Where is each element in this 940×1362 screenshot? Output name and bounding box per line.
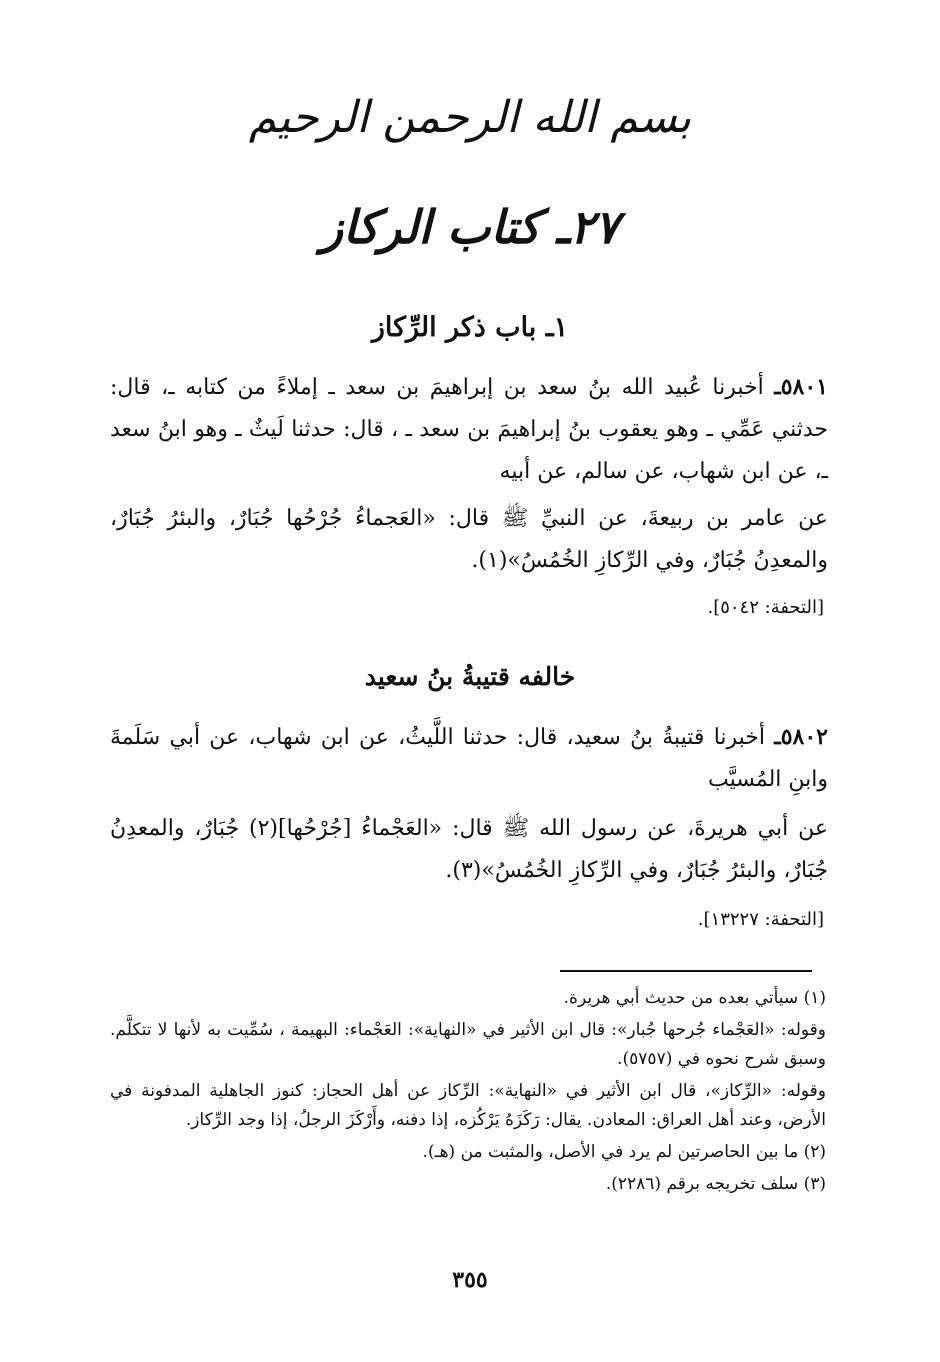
tuhfa-reference: [التحفة: ٥٠٤٢].: [707, 597, 824, 618]
footnote-divider: [560, 970, 812, 972]
footnote-1: (١) سيأتي بعده من حديث أبي هريرة.: [563, 988, 826, 1008]
hadith-number: ٥٨٠٢ـ: [774, 724, 828, 750]
hadith-5802-matn: عن أبي هريرةَ، عن رسول الله ﷺ قال: «العَجْماءُ [جُرْحُها](٢) جُبَارٌ، والمعدِنُ جُبَارٌ، والبئرُ جُبَارٌ، وفي الرِّكازِ الخُمُسُ»(٣).: [110, 816, 829, 883]
tuhfa-reference: [التحفة: ١٣٢٢٧].: [697, 909, 824, 930]
footnote-1-ajma: وقوله: «العَجْماء جُرحها جُبار»: قال ابن الأثير في «النهاية»: العَجْماء: البهيمة ، سُمِّيت به لأنها لا تتكلَّم. وسبق شرح نحوه في (٥٧٥٧).: [110, 1020, 826, 1069]
chapter-title: ١ـ باب ذكر الرِّكاز: [371, 312, 569, 343]
footnote-3: (٣) سلف تخريجه برقم (٢٢٨٦).: [605, 1174, 826, 1194]
book-title: ٢٧ـ كتاب الركاز: [320, 200, 620, 254]
hadith-5801-matn: عن عامر بن ربيعةَ، عن النبيِّ ﷺ قال: «العَجماءُ جُرْحُها جُبَارٌ، والبئرُ جُبَارٌ، والمعدِنُ جُبَارٌ، وفي الرِّكازِ الخُمُسُ»(١).: [110, 506, 828, 573]
hadith-number: ٥٨٠١ـ: [774, 374, 828, 400]
hadith-5802-isnad: [110, 716, 828, 801]
basmala: بسم الله الرحمن الرحيم: [248, 92, 692, 143]
hadith-isnad-text: أخبرنا قتيبةُ بنُ سعيد، قال: حدثنا اللَّيثُ، عن ابن شهاب، عن أبي سَلَمةَ وابنِ المُسيَّب: [110, 725, 828, 792]
page-number: ٣٥٥: [452, 1267, 488, 1293]
footnotes: [110, 984, 826, 1202]
footnote-2: (٢) ما بين الحاصرتين لم يرد في الأصل، والمثبت من (هـ).: [422, 1142, 826, 1162]
subheading: خالفه قتيبةُ بنُ سعيد: [364, 662, 576, 691]
hadith-isnad-text: أخبرنا عُبيد الله بنُ سعد بن إبراهيمَ بن سعد ـ إملاءً من كتابه ـ، قال: حدثني عَمِّي ـ وهو يعقوب بنُ إبراهيمَ بن سعد ـ ، قال: حدثنا لَيثٌ ـ وهو ابنُ سعد ـ، عن ابن شهاب، عن سالم، عن أبيه: [110, 375, 828, 484]
hadith-5801-isnad: [110, 366, 828, 493]
footnote-1-rikaz: وقوله: «الرِّكاز»، قال ابن الأثير في «النهاية»: الرِّكاز عن أهل الحجاز: كنوز الجاهلية المدفونة في الأرض، وعند أهل العراق: المعادن. يقال: رَكَزَهُ يَرْكُزه، إذا دفنه، وأَرْكَزَ الرجلُ، إذا وجد الرِّكاز.: [110, 1081, 826, 1130]
